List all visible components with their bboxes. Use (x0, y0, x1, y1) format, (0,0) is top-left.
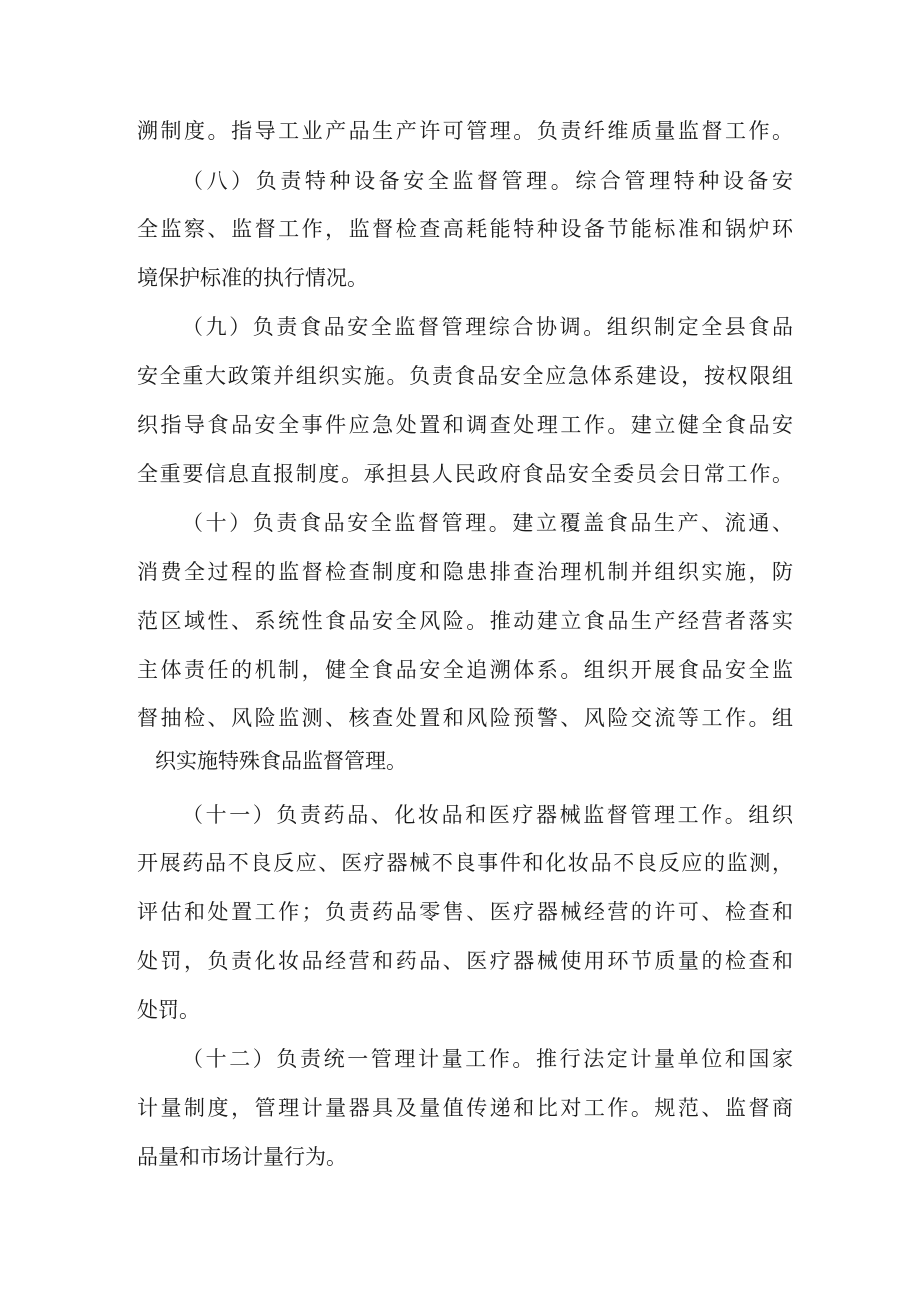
text-line: 安全重大政策并组织实施。负责食品安全应急体系建设，按权限组 (137, 364, 793, 388)
text-line: 全重要信息直报制度。承担县人民政府食品安全委员会日常工作。 (137, 462, 793, 486)
text-line: 全监察、监督工作，监督检查高耗能特种设备节能标准和锅炉环 (137, 217, 793, 241)
text-line: 消费全过程的监督检查制度和隐患排查治理机制并组织实施，防 (137, 560, 793, 584)
text-line: 处罚，负责化妆品经营和药品、医疗器械使用环节质量的检查和 (137, 949, 793, 973)
text-line: 范区域性、系统性食品安全风险。推动建立食品生产经营者落实 (137, 609, 793, 633)
text-line: （九）负责食品安全监督管理综合协调。组织制定全县食品 (182, 315, 793, 339)
text-line: 品量和市场计量行为。 (137, 1145, 347, 1169)
text-line: 评估和处置工作；负责药品零售、医疗器械经营的许可、检查和 (137, 900, 793, 924)
text-line: 处罚。 (137, 998, 200, 1022)
text-line: 织指导食品安全事件应急处置和调查处理工作。建立健全食品安 (137, 413, 793, 437)
text-line: （十二）负责统一管理计量工作。推行法定计量单位和国家 (182, 1047, 793, 1071)
text-line: 织实施特殊食品监督管理。 (155, 749, 407, 773)
text-line: 溯制度。指导工业产品生产许可管理。负责纤维质量监督工作。 (137, 119, 793, 143)
text-line: 督抽检、风险监测、核查处置和风险预警、风险交流等工作。组 (137, 706, 793, 730)
text-line: （十）负责食品安全监督管理。建立覆盖食品生产、流通、 (182, 511, 793, 535)
text-line: 计量制度，管理计量器具及量值传递和比对工作。规范、监督商 (137, 1096, 793, 1120)
text-line: （十一）负责药品、化妆品和医疗器械监督管理工作。组织 (182, 803, 793, 827)
text-line: （八）负责特种设备安全监督管理。综合管理特种设备安 (182, 169, 793, 193)
text-line: 主体责任的机制，健全食品安全追溯体系。组织开展食品安全监 (137, 658, 793, 682)
text-line: 开展药品不良反应、医疗器械不良事件和化妆品不良反应的监测， (137, 851, 793, 875)
text-line: 境保护标准的执行情况。 (137, 266, 368, 290)
